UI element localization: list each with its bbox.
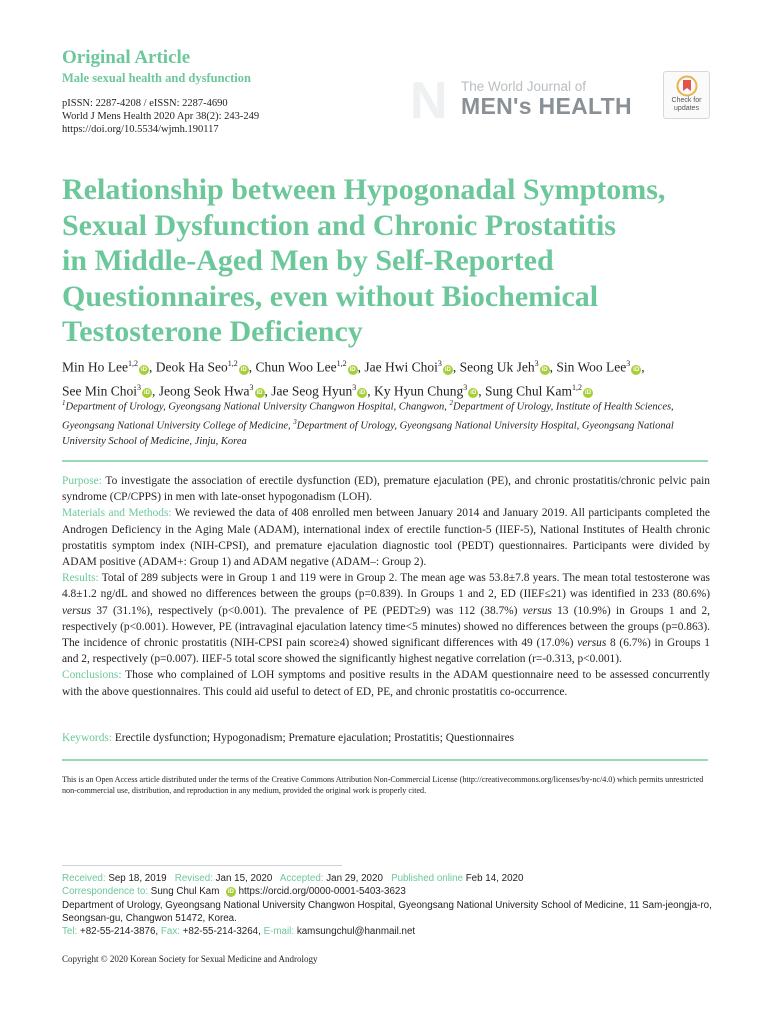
author-affil: 1,2 (227, 359, 238, 368)
citation: World J Mens Health 2020 Apr 38(2): 243-249 (62, 111, 260, 122)
orcid-icon[interactable]: iD (444, 366, 451, 373)
author-list: Min Ho Lee$^{1,2}$iD , Deok Ha Seo$^{1,2}$iD , Chun Woo Lee$^{1,2}$iD , Jae Hwi Choi$^3$iD , Seong Uk Jeh$^3$iD , Sin Woo Lee$^3$iD , See Min Choi$^3$iD , Jeong Seok Hwa$^3$iD , Jae Seog Hyun$^3$iD , Ky Hyun Chung$^3$iD , Sung Chul Kam$^{1,2}$iD (62, 359, 645, 398)
section-text: 8 (6.7%) in Groups 1 and 2, respectively (p=0.007). IIEF-5 total score showed the significantly highest negative correlation (r=-0.313, p<0.001). (62, 637, 710, 666)
check-for-updates-button[interactable] (663, 71, 710, 119)
author-name: Seong Uk Jeh (459, 359, 535, 375)
versus-text: versus (577, 637, 607, 650)
section-label: Conclusions: (62, 669, 122, 682)
accepted-label: Accepted: (279, 873, 324, 884)
article-history (62, 872, 712, 938)
email-value[interactable]: kamsungchul@hanmail.net (296, 926, 416, 938)
title-line: in Middle-Aged Men by Self-Reported (62, 244, 554, 277)
abstract-conclusions (62, 667, 710, 699)
author-affil: 3 (626, 359, 631, 368)
fax-value: +82-55-214-3264, (182, 926, 261, 938)
affiliation-1: Department of Urology, Gyeongsang National University Changwon Hospital, Changwon, (65, 401, 450, 413)
correspondence-address: Department of Urology, Gyeongsang National University Changwon Hospital, Gyeongsang National University School of Medicine, 11 Sam-jeongja-ro, Seongsan-gu, Changwon 51472, Korea. (62, 899, 712, 924)
keywords-text: Erectile dysfunction; Hypogonadism; Premature ejaculation; Prostatitis; Questionnaires (114, 732, 515, 744)
orcid-icon[interactable]: iD (349, 366, 356, 373)
tel-label: Tel: (62, 926, 78, 938)
abstract-purpose (62, 473, 710, 505)
correspondence-line (62, 885, 712, 898)
versus-text: versus (522, 604, 552, 617)
check-label-1: Check for (671, 97, 702, 104)
author-name: See Min Choi (62, 383, 138, 398)
author-affil: 1,2 (336, 359, 347, 368)
section-text: 37 (31.1%), respectively (p<0.001). The prevalence of PE (PEDT≥9) was 112 (38.7%) (91, 604, 523, 617)
author-affil: 3 (249, 382, 254, 392)
correspondence-orcid[interactable]: https://orcid.org/0000-0001-5403-3623 (238, 886, 406, 898)
author-affil: 3 (463, 382, 468, 392)
abstract-results (62, 570, 710, 667)
author-name: Chun Woo Lee (255, 359, 337, 375)
journal-logo (410, 72, 650, 130)
keywords (62, 732, 710, 744)
author-affil: 3 (534, 359, 539, 368)
section-text: 13 (10.9%) in Groups 1 and 2, respectively (p<0.001). However, PE (intravaginal ejaculation latency time<5 minutes) showed no differences between the groups (p=0.863). The incidence of chronic prostatitis (NIH-CPSI pain score≥4) showed significant differences with 49 (17.0%) (62, 604, 710, 650)
keywords-label: Keywords: (62, 732, 112, 744)
correspondence-name: Sung Chul Kam (150, 886, 220, 898)
title-line: Testosterone Deficiency (62, 315, 363, 348)
author-name: Jeong Seok Hwa (158, 383, 250, 398)
author-name: Jae Seog Hyun (271, 383, 353, 398)
orcid-icon[interactable]: iD (256, 390, 263, 396)
citation-block (62, 97, 259, 136)
accepted-date: Jan 29, 2020 (326, 873, 383, 884)
affiliation-3: Department of Urology, Gyeongsang National University Hospital, Gyeongsang National University School of Medicine, Jinju, Korea (62, 420, 674, 447)
revised-date: Jan 15, 2020 (215, 873, 273, 884)
orcid-icon[interactable]: iD (633, 366, 640, 373)
title-line: Sexual Dysfunction and Chronic Prostatitis (62, 208, 616, 242)
abstract-methods (62, 505, 710, 570)
affil-marker: 1 (62, 399, 66, 407)
journal-name-big: MEN's HEALTH (461, 93, 632, 119)
author-name: Deok Ha Seo (155, 359, 228, 375)
author-name: Min Ho Lee (62, 359, 128, 375)
orcid-icon[interactable]: iD (227, 889, 234, 896)
section-text: We reviewed the data of 408 enrolled men between January 2014 and January 2019. All participants completed the Androgen Deficiency in the Aging Male (ADAM), international index of erectile function-5 (IIEF-5), National Institutes of Health chronic prostatitis symptom index (NIH-CPSI), and premature ejaculation diagnostic tool (PEDT) questionnaires. Participants were divided by ADAM positive (ADAM+: Group 1) and ADAM negative (ADAM–: Group 2). (62, 507, 710, 569)
author-name: Sin Woo Lee (556, 359, 627, 375)
tel-value: +82-55-214-3876, (79, 926, 159, 938)
title-line: Questionnaires, even without Biochemical (62, 279, 599, 313)
orcid-icon[interactable]: iD (144, 390, 151, 396)
author-affil: 1,2 (572, 382, 583, 392)
section-text: Total of 289 subjects were in Group 1 and 119 were in Group 2. The mean age was 53.8±7.8 years. The mean total testosterone was 4.8±1.2 ng/dL and showed no differences between the groups (p=0.839). In Groups 1 and 2, ED (IIEF≤21) was identified in 233 (80.6%) (62, 572, 710, 601)
divider (62, 865, 342, 866)
author-affil: 3 (352, 382, 357, 392)
affil-marker: 2 (449, 399, 454, 407)
check-label-2: updates (674, 104, 699, 112)
orcid-icon[interactable]: iD (140, 366, 147, 373)
issn: pISSN: 2287-4208 / eISSN: 2287-4690 (62, 98, 228, 109)
author-name: Jae Hwi Choi (364, 359, 438, 375)
orcid-icon[interactable]: iD (585, 390, 592, 396)
author-affil: 3 (137, 382, 142, 392)
author-name: Ky Hyun Chung (374, 383, 464, 398)
section-label: Purpose: (62, 475, 102, 487)
dates-line (62, 872, 712, 885)
received-date: Sep 18, 2019 (108, 873, 167, 884)
correspondence-label: Correspondence to: (62, 886, 149, 898)
orcid-icon[interactable]: iD (240, 366, 247, 373)
received-label: Received: (62, 873, 106, 884)
affil-marker: 3 (293, 418, 297, 426)
doi-link[interactable]: https://doi.org/10.5534/wjmh.190117 (62, 124, 219, 135)
affiliation-2: Department of Urology, Institute of Health Sciences, Gyeongsang National University College of Medicine, (62, 401, 674, 432)
divider (62, 460, 708, 462)
contact-line (62, 925, 712, 938)
abstract (62, 473, 710, 700)
journal-name-small: The World Journal of (461, 79, 587, 94)
section-text: Those who complained of LOH symptoms and positive results in the ADAM questionnaire need to be assessed concurrently with the above questionnaires. This could aid useful to detect of ED, PE, and chronic prostatitis co-occurrence. (62, 669, 710, 698)
author-affil: 1,2 (127, 359, 138, 368)
journal-watermark-icon: N (410, 72, 446, 130)
article-type: Original Article (62, 47, 191, 68)
section-label: Results: (62, 572, 99, 585)
bookmark-icon (676, 75, 698, 97)
email-label: E-mail: (263, 926, 295, 938)
fax-label: Fax: (160, 926, 180, 938)
orcid-icon[interactable]: iD (541, 366, 548, 373)
copyright: Copyright © 2020 Korean Society for Sexual Medicine and Andrology (62, 954, 318, 964)
article-title (62, 172, 712, 350)
revised-label: Revised: (174, 873, 213, 884)
section-label: Materials and Methods: (62, 507, 172, 520)
published-date: Feb 14, 2020 (465, 873, 524, 884)
author-affil: 3 (437, 359, 442, 368)
article-category: Male sexual health and dysfunction (62, 71, 251, 85)
orcid-icon[interactable]: iD (470, 390, 477, 396)
license-notice: This is an Open Access article distributed under the terms of the Creative Commons Attribution Non-Commercial License (http://creativecommons.org/licenses/by-nc/4.0) which permits unrestricted non-commercial use, distribution, and reproduction in any medium, provided the original work is properly cited. (62, 775, 704, 795)
orcid-icon[interactable]: iD (359, 390, 366, 396)
published-label: Published online (391, 873, 463, 884)
author-name: Sung Chul Kam (485, 383, 573, 398)
versus-text: versus (62, 604, 92, 617)
title-line: Relationship between Hypogonadal Symptoms, (62, 173, 666, 206)
affiliations (62, 396, 712, 450)
section-text: To investigate the association of erectile dysfunction (ED), premature ejaculation (PE), and chronic prostatitis/chronic pelvic pain syndrome (CP/CPPS) in men with late-onset hypogonadism (LOH). (62, 475, 710, 504)
divider (62, 759, 708, 761)
